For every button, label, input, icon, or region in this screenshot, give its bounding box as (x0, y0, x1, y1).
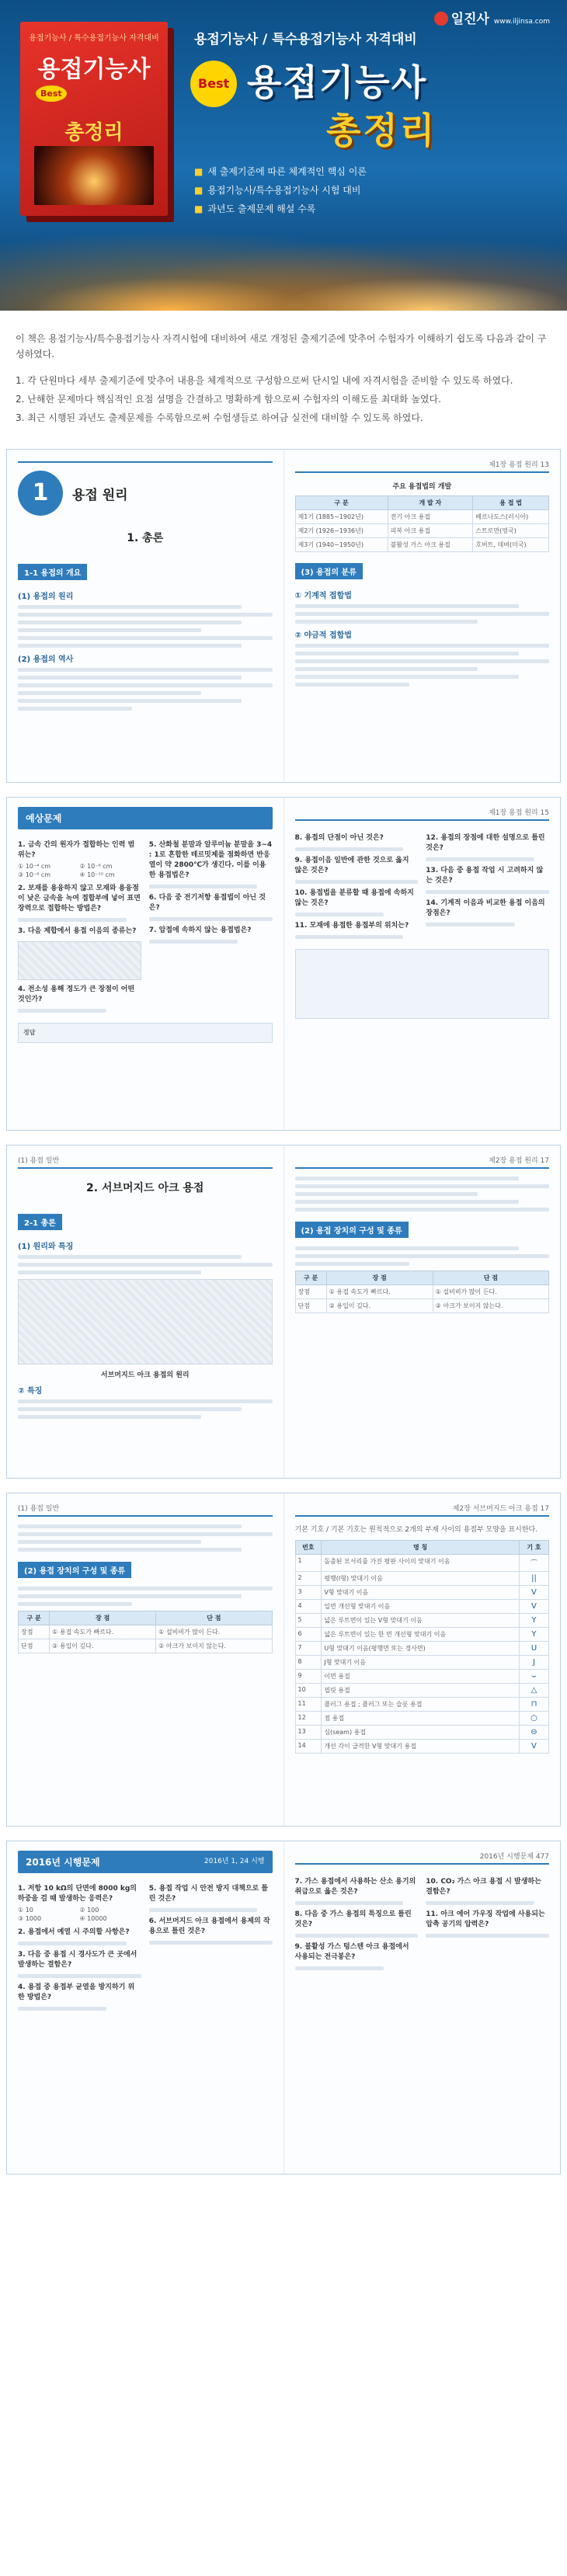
symbol-row: 3 V형 맞대기 이음 V (295, 1586, 549, 1600)
table-row: 장점 ① 용접 속도가 빠르다. ① 설비비가 많이 든다. (19, 1625, 273, 1639)
sub-heading: (2) 용접의 역사 (18, 655, 74, 664)
text-line (18, 1587, 273, 1590)
question: 1. 금속 간의 원자가 접합하는 인력 범위는? (18, 841, 135, 859)
text-line (426, 1934, 549, 1938)
page-spread-3 (6, 1145, 561, 1479)
text-line (426, 1901, 534, 1905)
weld-symbol: ○ (519, 1712, 548, 1726)
running-head: 제1장 용접 원리 13 (295, 459, 550, 473)
page-right (284, 1841, 561, 2174)
page-left (7, 1493, 284, 1826)
question: 7. 가스 용접에서 사용하는 산소 용기의 취급으로 옳은 것은? (294, 1878, 416, 1896)
text-line (295, 847, 404, 851)
text-line (18, 1255, 242, 1259)
text-line (18, 918, 127, 922)
running-head: 제2장 용접 원리 17 (295, 1155, 550, 1169)
running-head (18, 459, 273, 463)
question: 3. 다음 중 용접 시 경사도가 큰 곳에서 발생하는 결함은? (18, 1951, 137, 1969)
chapter-title: 용접 원리 (72, 487, 128, 503)
text-line (295, 683, 409, 687)
hero-subtitle: 용접기능사 / 특수용접기능사 자격대비 (194, 32, 417, 47)
running-head: 제1장 용접 원리 15 (295, 807, 550, 821)
weld-symbol: V (519, 1600, 548, 1614)
question: 8. 다음 중 가스 용접의 특징으로 틀린 것은? (294, 1910, 412, 1928)
question: 12. 용접의 장점에 대한 설명으로 틀린 것은? (426, 834, 545, 852)
weld-symbol: J (519, 1656, 548, 1670)
intro-point: 2. 난해한 문제마다 핵심적인 요점 설명을 간결하고 명확하게 함으로써 수험자의 이해도를 최대화 높였다. (16, 394, 441, 405)
sub-heading: ② 특징 (18, 1387, 43, 1396)
table-row: 장점 ① 용접 속도가 빠르다. ① 설비비가 많이 든다. (295, 1285, 549, 1299)
hero-title-sub: 총정리 (326, 110, 437, 151)
text-line (18, 1524, 242, 1528)
text-line (295, 1200, 519, 1204)
table-header: 개 발 자 (388, 496, 473, 510)
question: 4. 전소성 용해 정도가 큰 장점이 어떤 것인가? (18, 986, 135, 1003)
text-line (18, 691, 201, 695)
weld-symbol: V (519, 1586, 548, 1600)
text-line (18, 1271, 201, 1274)
book-subtitle: 용접기능사 / 특수용접기능사 자격대비 (29, 34, 159, 43)
question: 6. 다음 중 전기저항 용접법이 아닌 것은? (148, 894, 266, 912)
question: 7. 압접에 속하지 않는 용접법은? (148, 926, 252, 934)
book-name: 총정리 (64, 121, 123, 144)
symbol-row: 9 이면 용접 ⌣ (295, 1670, 549, 1684)
text-line (426, 890, 549, 894)
text-line (295, 620, 478, 624)
weld-symbol: ⊖ (519, 1726, 548, 1740)
text-line (18, 644, 242, 648)
question: 6. 서브머지드 아크 용접에서 용제의 작용으로 틀린 것은? (148, 1917, 270, 1935)
text-line (18, 2007, 106, 2011)
section-title: 2. 서브머지드 아크 용접 (86, 1182, 204, 1194)
text-line (426, 923, 514, 926)
text-line (149, 885, 258, 888)
question-figure (18, 941, 141, 980)
text-line (295, 652, 519, 655)
publisher-logo: 일진사 www.iljinsa.com (434, 8, 550, 27)
weld-symbol: Y (519, 1628, 548, 1642)
text-line (295, 1901, 404, 1905)
text-line (295, 659, 550, 663)
subsection-heading: (2) 용접 장치의 구성 및 종류 (295, 1222, 409, 1238)
feature-item: ■ 과년도 출제문제 해설 수록 (194, 202, 367, 215)
text-line (18, 1399, 273, 1403)
text-line (295, 1254, 550, 1258)
table-row: 단점 ② 용입이 깊다. ② 아크가 보이지 않는다. (19, 1639, 273, 1653)
text-line (149, 1941, 273, 1945)
text-line (18, 1540, 201, 1544)
best-badge: Best (190, 61, 237, 107)
text-line (149, 1908, 258, 1912)
sub-heading: ① 기계적 접합법 (294, 592, 352, 600)
subsection-heading: 1-1 용접의 개요 (18, 564, 87, 580)
symbol-row: 2 평행(I형) 맞대기 이음 || (295, 1572, 549, 1586)
table-header: 구 분 (295, 496, 388, 510)
hero-banner (0, 0, 567, 311)
question: 9. 용접이음 일반에 관한 것으로 옳지 않은 것은? (294, 857, 409, 874)
page-left: 2016년 시행문제 2016년 1, 24 시행 1. 저항 10 kΩ의 단면에 8000 kg의 하중을 걸 때 발생하는 응력은? ① 10 ② 100 ③ 1000 ④ 10000 2. 용접에서 예열 시 주의할 사항은? 3. 다음 중 용접 시 경사도가 큰 곳에서 발생하는 결함은? 4. 용접 중 용접부 균열을 방지하기 위한 방법은? 5. 용접 작업 시 안전 방지 대책으로 틀린 것은? 6. 서브머지드 아크 용접에서 용제의 작용으로 틀린 것은? (7, 1841, 284, 2174)
text-line (18, 676, 242, 680)
question: 4. 용접 중 용접부 균열을 방지하기 위한 방법은? (18, 1983, 135, 2001)
answer-box: 정답 (18, 1023, 273, 1043)
book-cover (20, 22, 168, 216)
running-head: (1) 용접 일반 (18, 1503, 273, 1517)
text-line (18, 1532, 273, 1536)
page-left: 예상문제 1. 금속 간의 원자가 접합하는 인력 범위는? ① 10⁻⁴ cm ② 10⁻⁶ cm ③ 10⁻⁸ cm ④ 10⁻¹⁰ cm 2. 보재를 용융하지 않고 모재와 용융점이 낮은 금속을 녹여 접합부에 넣어 표면장력으로 접합하는 방법은? 3. 다음 제합에서 용접 이음의 종류는? 4. 전소성 용해 정도가 큰 장점이 어떤 것인가? 5. 산화철 분말과 알루미늄 분말을 3~4 : 1로 혼합한 테르밋제를 점화하면 반응열이 약 2800℃가 생긴다. 이를 이용한 용접법은? 6. 다음 중 전기저항 용접법이 아닌 것은? 7. 압접에 속하지 않는 용접법은? 정답 (7, 798, 284, 1130)
weld-symbol: ⌣ (519, 1670, 548, 1684)
running-head: 2016년 시행문제 477 (295, 1851, 550, 1865)
question: 10. CO₂ 가스 아크 용접 시 발생하는 결함은? (426, 1878, 541, 1896)
question: 13. 다음 중 용접 작업 시 고려하지 않는 것은? (426, 867, 544, 885)
question: 1. 저항 10 kΩ의 단면에 8000 kg의 하중을 걸 때 발생하는 응력은? (18, 1885, 137, 1903)
spark-decoration (0, 217, 567, 311)
sub-heading: ② 야금적 접합법 (294, 631, 352, 640)
question: 9. 불활성 가스 텅스텐 아크 용접에서 사용되는 전극봉은? (294, 1943, 409, 1961)
text-line (18, 1009, 106, 1013)
text-line (295, 644, 550, 648)
intro-point: 3. 최근 시행된 과년도 출제문제를 수록함으로써 수험생들로 하여금 실전에 대비할 수 있도록 하였다. (16, 412, 423, 423)
question: 8. 용접의 단점이 아닌 것은? (294, 834, 384, 842)
text-line (18, 1594, 242, 1598)
question: 2. 보재를 용융하지 않고 모재와 용융점이 낮은 금속을 녹여 접합부에 넣어 표면장력으로 접합하는 방법은? (18, 885, 141, 913)
text-line (18, 1415, 201, 1419)
text-line (295, 1966, 384, 1970)
hero-title: 용접기능사 (247, 61, 428, 103)
symbol-row: 6 넓은 루트면이 있는 한 면 개선형 맞대기 이음 Y (295, 1628, 549, 1642)
symbol-caption: 기본 기호 / 기본 기호는 원칙적으로 2개의 부재 사이의 용접부 모양을 표시한다. (294, 1526, 538, 1534)
page-right (284, 1145, 561, 1478)
running-head: 제2장 서브머지드 아크 용접 17 (295, 1503, 550, 1517)
page-right (284, 1493, 561, 1826)
text-line (295, 1262, 409, 1266)
feature-item: ■ 용접기능사/특수용접기능사 시험 대비 (194, 183, 367, 196)
weld-symbol: ⌒ (519, 1555, 548, 1572)
weld-symbol: || (519, 1572, 548, 1586)
symbol-row: 5 넓은 루트면이 있는 V형 맞대기 이음 Y (295, 1614, 549, 1628)
book-best-badge: Best (36, 85, 67, 102)
symbol-row: 12 점 용접 ○ (295, 1712, 549, 1726)
table-row: 제3기 (1940~1950년) 불활성 가스 아크 용접 호버트, 데버(미국) (295, 538, 549, 552)
symbol-row: 11 플러그 용접 ; 플러그 또는 슬롯 용접 ⊓ (295, 1698, 549, 1712)
page-right (284, 450, 561, 782)
text-line (295, 1246, 519, 1250)
question: 5. 산화철 분말과 알루미늄 분말을 3~4 : 1로 혼합한 테르밋제를 점화하면 반응열이 약 2800℃가 생긴다. 이를 이용한 용접법은? (148, 841, 273, 879)
welding-diagram (18, 1279, 273, 1364)
pros-cons-table: 구 분 장 점 단 점 장점 ① 용접 속도가 빠르다. ① 설비비가 많이 든다. 단점 ② 용입이 깊다. ② 아크가 보이지 않는다. (295, 1271, 550, 1313)
pros-cons-table: 구 분 장 점 단 점 장점 ① 용접 속도가 빠르다. ① 설비비가 많이 든다. 단점 ② 용입이 깊다. ② 아크가 보이지 않는다. (18, 1611, 273, 1653)
chapter-number: 1 (18, 471, 63, 516)
question: 2. 용접에서 예열 시 주의할 사항은? (18, 1928, 130, 1936)
symbol-row: 1 돌출된 모서리를 가진 평판 사이의 맞대기 이음 ⌒ (295, 1555, 549, 1572)
subsection-heading: (2) 용접 장치의 구성 및 종류 (18, 1562, 131, 1578)
running-head: (1) 용접 일반 (18, 1155, 273, 1169)
page-right (284, 798, 561, 1130)
publisher-mark-icon (434, 12, 448, 26)
text-line (18, 1602, 132, 1606)
section-banner: 2016년 시행문제 2016년 1, 24 시행 (18, 1851, 273, 1873)
question: 5. 용접 작업 시 안전 방지 대책으로 틀린 것은? (148, 1885, 269, 1903)
text-line (18, 1548, 242, 1552)
page-spread-1 (6, 449, 561, 783)
text-line (18, 1974, 141, 1978)
text-line (18, 621, 242, 624)
answer-box (295, 949, 550, 1019)
page-spread-2 (6, 797, 561, 1131)
sub-heading: (1) 원리와 특징 (18, 1243, 74, 1251)
text-line (295, 1934, 419, 1938)
text-line (295, 880, 419, 884)
weld-symbol: △ (519, 1684, 548, 1698)
question: 10. 용접법을 분류할 때 용접에 속하지 않는 것은? (294, 889, 414, 907)
text-line (18, 699, 242, 703)
table-row: 단점 ② 용입이 깊다. ② 아크가 보이지 않는다. (295, 1299, 549, 1313)
table-caption: 주요 용접법의 개발 (392, 483, 452, 491)
intro-paragraph: 이 책은 용접기능사/특수용접기능사 자격시험에 대비하여 새로 개정된 출제기준에 맞추어 수험자가 이해하기 쉽도록 다음과 같이 구성하였다. (16, 333, 547, 360)
text-line (18, 1263, 273, 1267)
table-row: 제1기 (1885~1902년) 전기 아크 용접 베르나도스(러시아) (295, 510, 549, 524)
text-line (18, 1942, 127, 1945)
page-left (7, 450, 284, 782)
text-line (18, 636, 273, 640)
text-line (18, 707, 132, 711)
section-banner: 예상문제 (18, 807, 273, 829)
text-line (18, 613, 273, 617)
subsection-heading: 2-1 총론 (18, 1214, 62, 1230)
text-line (18, 605, 242, 609)
weld-symbol: V (519, 1740, 548, 1754)
development-table (295, 495, 550, 552)
subsection-heading: (3) 용접의 분류 (295, 563, 363, 579)
table-header: 용 접 법 (473, 496, 549, 510)
text-line (426, 857, 534, 861)
text-line (149, 917, 273, 921)
symbol-rows (295, 1555, 549, 1754)
feature-list (194, 165, 367, 221)
symbol-row: 8 J형 맞대기 이음 J (295, 1656, 549, 1670)
text-line (295, 935, 404, 939)
book-cover-photo (34, 146, 154, 205)
weld-symbol: Y (519, 1614, 548, 1628)
figure-caption: 서브머지드 아크 용접의 원리 (100, 1371, 190, 1379)
text-line (295, 1184, 550, 1188)
text-line (149, 940, 238, 944)
text-line (18, 683, 273, 687)
text-line (18, 1407, 242, 1411)
page-spread-5 (6, 1841, 561, 2174)
text-line (295, 913, 384, 916)
text-line (295, 1177, 519, 1180)
feature-item: ■ 새 출제기준에 따른 체계적인 핵심 이론 (194, 165, 367, 178)
question: 11. 모재에 용접한 용접부의 위치는? (294, 922, 409, 930)
symbol-row: 4 일면 개선형 맞대기 이음 V (295, 1600, 549, 1614)
weld-symbol: U (519, 1642, 548, 1656)
symbol-row: 13 심(seam) 용접 ⊖ (295, 1726, 549, 1740)
intro-points (0, 368, 567, 449)
symbol-row: 7 U형 맞대기 이음(평행면 또는 경사면) U (295, 1642, 549, 1656)
section-title: 1. 총론 (127, 532, 164, 544)
page-left (7, 1145, 284, 1478)
symbol-row: 10 필릿 용접 △ (295, 1684, 549, 1698)
weld-symbol: ⊓ (519, 1698, 548, 1712)
question: 14. 기계적 이음과 비교한 용접 이음의 장점은? (426, 899, 545, 917)
text-line (18, 628, 201, 632)
sub-heading: (1) 용접의 원리 (18, 593, 74, 601)
page-spread-4 (6, 1493, 561, 1827)
text-line (295, 1192, 478, 1196)
weld-symbol-table: 번호 명 칭 기 호 1 돌출된 모서리를 가진 평판 사이의 맞대기 이음 ⌒ 2 평행(I형) 맞대기 이음 || 3 V형 맞대기 이음 V 4 일면 개선형 맞대기 이음 V 5 넓은 루트면이 있는 V형 맞대기 이음 Y 6 넓은 루트면이 있는 한 면 개선형 맞대기 이음 Y 7 U형 맞대기 이음(평행면 또는 경사면) U 8 J형 맞대기 이음 J 9 이면 용접 ⌣ 10 필릿 용접 △ 11 플러그 용접 ; 플러그 또는 슬롯 용접 ⊓ 12 점 용접 ○ 13 심(seam) 용접 ⊖ 14 개선 각이 급격한 V형 맞대기 용접 V (295, 1540, 550, 1754)
text-line (295, 1208, 550, 1212)
chapter-header (18, 471, 273, 516)
intro-point: 1. 각 단원마다 세부 출제기준에 맞추어 내용을 체계적으로 구성함으로써 단시일 내에 자격시험을 준비할 수 있도록 하였다. (16, 375, 513, 386)
text-line (295, 604, 519, 608)
text-line (18, 668, 273, 672)
text-line (295, 612, 550, 616)
table-row: 제2기 (1926~1936년) 피복 아크 용접 스트로만(영국) (295, 524, 549, 538)
book-title: 용접기능사 (37, 56, 151, 83)
question: 11. 아크 에어 가우징 작업에 사용되는 압축 공기의 압력은? (426, 1910, 545, 1928)
text-line (295, 667, 478, 671)
question: 3. 다음 제합에서 용접 이음의 종류는? (18, 927, 137, 935)
symbol-row: 14 개선 각이 급격한 V형 맞대기 용접 V (295, 1740, 549, 1754)
text-line (295, 675, 519, 679)
